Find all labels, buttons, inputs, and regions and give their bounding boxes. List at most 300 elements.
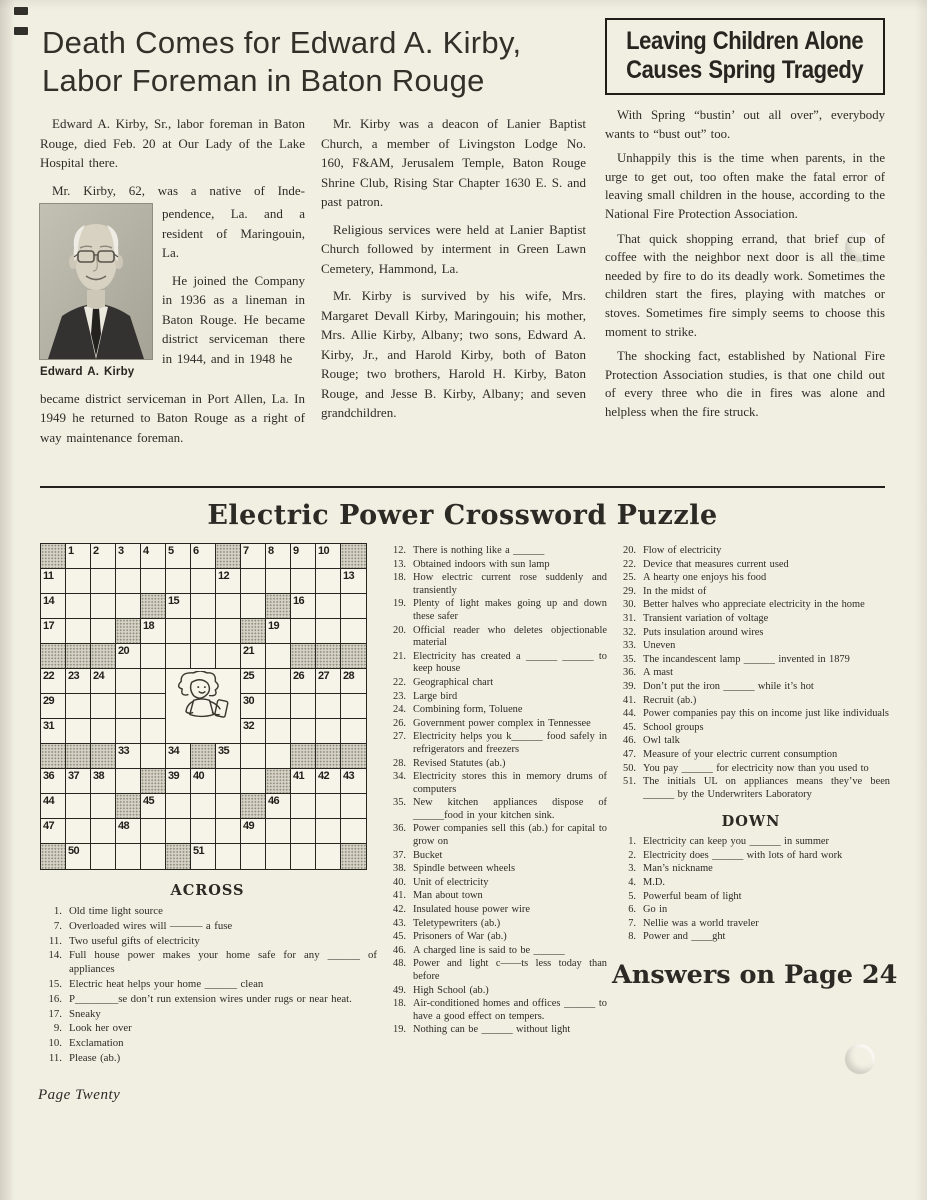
clue-text: Powerful beam of light [643,890,742,902]
crossword-cell [241,844,266,869]
crossword-cell-number: 33 [118,745,130,757]
clue-number: 1. [628,836,636,848]
clue-item [612,931,890,944]
crossword-cell [291,819,316,844]
crossword-cell [191,644,216,669]
crossword-section [40,543,898,1067]
clue-number: 18. [393,998,406,1010]
crossword-cell-number: 2 [93,545,99,557]
clue-text: Electric heat helps your home ______ clean [69,977,264,990]
clue-item [382,850,607,863]
obituary-column-2 [321,114,586,455]
clue-item [612,749,890,762]
clue-number: 45. [623,721,636,733]
crossword-cell-number: 26 [293,670,305,682]
crossword-cell [91,844,116,869]
clue-text: Revised Statutes (ab.) [413,757,506,769]
crossword-cell [91,544,116,569]
crossword-cell [191,594,216,619]
page-footer: Page Twenty [38,1087,121,1103]
crossword-cell [241,569,266,594]
crossword-cell-number: 43 [343,770,355,782]
crossword-cell [116,569,141,594]
clue-item [382,677,607,690]
crossword-cell-number: 21 [243,645,255,657]
crossword-block-cell [141,594,166,619]
clue-number: 47. [623,748,636,760]
clue-text: Nothing can be ______ without light [413,1024,571,1036]
clue-item [382,998,607,1023]
clue-text: Man’s nickname [643,863,713,875]
clue-number: 4. [628,877,636,889]
clue-item [612,891,890,904]
crossword-cell [41,594,66,619]
crossword-cell [141,719,166,744]
crossword-cell [341,819,366,844]
crossword-cell [91,794,116,819]
crossword-cell [91,694,116,719]
clue-text: A hearty one enjoys his food [643,572,767,584]
crossword-block-cell [141,769,166,794]
clue-text: Two useful gifts of electricity [69,934,200,947]
crossword-cell [341,769,366,794]
clue-text: Government power complex in Tennessee [413,717,591,729]
crossword-cell [316,719,341,744]
clue-text: Please (ab.) [69,1051,121,1064]
crossword-block-cell [41,544,66,569]
crossword-cell [116,844,141,869]
clue-item [612,836,890,849]
crossword-cell [166,594,191,619]
clue-item [382,863,607,876]
clue-item [612,586,890,599]
clue-number: 20. [623,545,636,556]
clue-number: 42. [393,904,406,916]
clue-text: Measure of your electric current consumption [643,748,838,760]
clue-number: 35. [393,797,406,809]
crossword-cell [241,669,266,694]
crossword-cell [241,744,266,769]
crossword-cell [266,694,291,719]
crossword-cell-number: 49 [243,820,255,832]
crossword-cell [41,569,66,594]
crossword-cell [166,619,191,644]
clue-item [382,823,607,848]
crossword-cell [191,769,216,794]
clue-text: Device that measures current used [643,558,789,570]
clue-number: 41. [393,890,406,902]
crossword-grid [40,543,367,870]
crossword-cell [241,819,266,844]
clue-text: Large bird [413,690,458,702]
clue-number: 40. [393,876,406,888]
crossword-cell [291,694,316,719]
clue-number: 29. [623,585,636,597]
clue-text: Power and ____ght [643,931,726,943]
clue-text: School groups [643,721,704,733]
clue-text: A charged line is said to be ______ [413,944,565,956]
crossword-cell-number: 38 [93,770,105,782]
crossword-cell [341,669,366,694]
clue-text: Unit of electricity [413,876,489,888]
crossword-cell-number: 29 [43,695,55,707]
clue-item [612,667,890,680]
crossword-title: Electric Power Crossword Puzzle [207,500,718,531]
crossword-cell [191,569,216,594]
clue-item [612,877,890,890]
crossword-cell-number: 44 [43,795,55,807]
crossword-cell-number: 3 [118,545,124,557]
clue-number: 19. [393,598,406,610]
crossword-cell [116,544,141,569]
down-clue-list [612,836,890,944]
crossword-cell-number: 39 [168,770,180,782]
clue-number: 32. [623,626,636,638]
clue-number: 36. [623,667,636,679]
crossword-cell [141,844,166,869]
crossword-cell [266,569,291,594]
crossword-cell [66,619,91,644]
clue-item [382,559,607,572]
safety-paragraph: Unhappily this is the time when parents, in the urge to get out, too often make the fatal error of leaving small children in the house, according to the National Fire Protection Association. [605,151,885,221]
crossword-cell [291,719,316,744]
crossword-cell-number: 1 [68,545,74,557]
clue-text: Teletypewriters (ab.) [413,917,501,929]
crossword-cell [91,769,116,794]
scanned-page [40,18,898,1067]
crossword-cell [41,669,66,694]
clue-number: 22. [393,676,406,688]
clue-number: 15. [48,977,62,990]
crossword-cell-number: 50 [68,845,80,857]
safety-paragraph: The shocking fact, established by National Fire Protection Association studies, is that one child out of every three who die in fires was alone and helpless when the fire struck. [605,349,885,419]
crossword-cell [141,619,166,644]
crossword-cell [241,769,266,794]
clue-item [382,985,607,998]
clue-item [612,640,890,653]
clue-number: 51. [623,776,636,788]
right-clue-column [612,543,898,1067]
crossword-block-cell [316,744,341,769]
crossword-cell [316,544,341,569]
clue-item [382,931,607,944]
crossword-block-cell [341,744,366,769]
crossword-cell [41,694,66,719]
crossword-cell-number: 30 [243,695,255,707]
clue-number: 37. [393,849,406,861]
clue-text: Don’t put the iron ______ while it’s hot [643,680,814,692]
clue-item [382,758,607,771]
obituary-paragraph: Edward A. Kirby, Sr., labor foreman in Baton Rouge, died Feb. 20 at Our Lady of the Lake Hospital there. [40,116,305,170]
crossword-cell [266,544,291,569]
crossword-cell [91,569,116,594]
crossword-cell [291,594,316,619]
clue-item [40,1052,377,1066]
crossword-cell [166,769,191,794]
clue-number: 23. [393,690,406,702]
clue-item [40,905,377,919]
crossword-cell-number: 45 [143,795,155,807]
clue-text: M.D. [643,877,665,889]
crossword-cell [41,769,66,794]
headline-line: Causes Spring Tragedy [626,56,864,84]
clue-item [612,722,890,735]
crossword-cell [91,819,116,844]
clue-number: 11. [48,934,62,947]
clue-item [382,1024,607,1037]
clue-item [612,572,890,585]
crossword-cell [41,619,66,644]
right-clue-list [612,545,890,801]
obituary-paragraph: Mr. Kirby, 62, was a native of Inde- [52,182,305,198]
crossword-cell [116,694,141,719]
crossword-cell [291,669,316,694]
crossword-cell [316,569,341,594]
crossword-cell-number: 24 [93,670,105,682]
crossword-cell [216,844,241,869]
registration-mark [14,7,28,15]
crossword-cell [241,544,266,569]
crossword-cell-number: 51 [193,845,205,857]
clue-text: New kitchen appliances dispose of ______food in your kitchen sink. [413,797,607,821]
crossword-cell [266,719,291,744]
crossword-cell-number: 9 [293,545,299,557]
crossword-cartoon [166,669,241,744]
clue-item [382,545,607,558]
clue-text: Power companies sell this (ab.) for capital to grow on [413,823,607,848]
clue-text: Look her over [69,1022,132,1035]
clue-number: 8. [628,931,636,943]
clue-number: 6. [628,904,636,916]
clue-text: Electricity helps you k______ food safely in refrigerators and freezers [413,731,607,755]
crossword-cell [191,844,216,869]
clue-text: Power and light c——ts less today than before [413,958,607,982]
crossword-block-cell [266,769,291,794]
crossword-cell [191,819,216,844]
crossword-cell [241,644,266,669]
crossword-cell-number: 36 [43,770,55,782]
crossword-block-cell [266,594,291,619]
clue-number: 9. [53,1022,62,1035]
crossword-block-cell [66,644,91,669]
crossword-cell [166,819,191,844]
headline-line: Death Comes for Edward A. Kirby, [42,25,522,60]
safety-headline-box [605,18,885,95]
crossword-block-cell [341,844,366,869]
clue-number: 39. [623,680,636,692]
crossword-cell [91,594,116,619]
clue-item [40,1037,377,1051]
crossword-block-cell [241,619,266,644]
crossword-cell-number: 13 [343,570,355,582]
clue-item [40,949,377,977]
crossword-cell-number: 27 [318,670,330,682]
clue-text: Man about town [413,890,483,902]
crossword-cell [291,844,316,869]
clue-text: Air-conditioned homes and offices ______ to have a good effect on tempers. [413,998,607,1022]
clue-item [382,877,607,890]
crossword-cell [66,544,91,569]
clue-text: Nellie was a world traveler [643,917,759,929]
clue-text: Electricity does ______ with lots of hard work [643,849,843,861]
crossword-cell [66,694,91,719]
crossword-block-cell [41,844,66,869]
crossword-cell [66,819,91,844]
crossword-cell-number: 31 [43,720,55,732]
crossword-block-cell [291,644,316,669]
crossword-cell [141,744,166,769]
clue-item [382,890,607,903]
crossword-cell [141,819,166,844]
clue-text: Power companies pay this on income just like individuals [643,708,889,720]
crossword-cell [216,769,241,794]
obituary-paragraph: pendence, La. and a resident of Maringouin, La. [162,206,305,260]
crossword-cell-number: 23 [68,670,80,682]
clue-number: 25. [623,572,636,584]
clue-item [382,598,607,623]
crossword-cell [141,644,166,669]
clue-number: 14. [48,949,62,962]
crossword-cell-number: 11 [43,570,54,582]
clue-text: Old time light source [69,905,163,917]
portrait-photo [40,204,152,359]
obituary-paragraph: He joined the Company in 1936 as a lineman in Baton Rouge. He became district serviceman there in 1944, and in 1948 he [162,272,305,366]
crossword-cell [141,544,166,569]
clue-text: Combining form, Toluene [413,704,523,716]
clue-number: 50. [623,762,636,774]
clue-text: Better halves who appreciate electricity in the home [643,599,865,611]
portrait-caption: Edward A. Kirby [40,366,135,378]
crossword-cell [266,744,291,769]
crossword-cell [66,844,91,869]
crossword-cell [41,719,66,744]
section-divider [40,486,885,488]
crossword-cell [316,669,341,694]
crossword-cell [116,819,141,844]
clue-number: 49. [393,984,406,996]
woman-cartoon-icon [168,671,238,741]
clue-number: 28. [393,757,406,769]
clue-item [382,945,607,958]
clue-text: Official reader who deletes objectionable material [413,624,607,649]
crossword-cell [216,794,241,819]
crossword-cell [316,794,341,819]
clue-item [612,735,890,748]
clue-text: Electricity stores this in memory drums of computers [413,771,607,795]
obituary-headline [42,24,587,100]
registration-mark [14,27,28,35]
crossword-cell [341,594,366,619]
crossword-cell-number: 10 [318,545,330,557]
crossword-cell [216,819,241,844]
crossword-cell [266,644,291,669]
crossword-cell-number: 4 [143,545,149,557]
crossword-cell-number: 17 [43,620,55,632]
crossword-cell-number: 16 [293,595,305,607]
crossword-block-cell [66,744,91,769]
safety-paragraph: That quick shopping errand, that brief cup of coffee with the neighbor next door is all the time needed by fire to do its deadly work. Sometimes the children start the fires, playing with matches or stoves. Sometimes fire simply seems to choose this moment to strike. [605,231,885,339]
clue-item [382,625,607,650]
crossword-cell [316,594,341,619]
crossword-cell-number: 20 [118,645,130,657]
across-clue-list [40,905,377,1066]
clue-text: Go in [643,904,668,916]
top-section [40,18,885,478]
clue-item [382,572,607,597]
clue-text: The initials UL on appliances means they’ve been ______ by the Underwriters Laboratory [643,776,890,800]
crossword-block-cell [341,544,366,569]
safety-article [605,18,885,478]
clue-number: 10. [48,1037,62,1050]
crossword-cell [291,769,316,794]
crossword-block-cell [316,644,341,669]
crossword-cell [216,569,241,594]
crossword-cell-number: 18 [143,620,155,632]
clue-item [382,904,607,917]
crossword-block-cell [91,744,116,769]
crossword-cell [291,794,316,819]
clue-item [612,763,890,776]
clue-number: 20. [393,624,406,636]
clue-item [612,918,890,931]
clue-number: 19. [393,1024,406,1036]
clue-text: Uneven [643,640,676,652]
crossword-cell [216,644,241,669]
crossword-block-cell [291,744,316,769]
clue-number: 17. [48,1007,62,1020]
crossword-block-cell [41,644,66,669]
crossword-cell [266,794,291,819]
clue-item [612,654,890,667]
clue-number: 5. [628,890,636,902]
crossword-cell [216,619,241,644]
clue-item [382,731,607,756]
crossword-cell [266,844,291,869]
crossword-cell [241,694,266,719]
clue-number: 7. [628,917,636,929]
clue-number: 45. [393,931,406,943]
crossword-cell [191,794,216,819]
crossword-cell [316,844,341,869]
crossword-cell [166,544,191,569]
crossword-cell-number: 6 [193,545,199,557]
clue-text: Electricity can keep you ______ in summer [643,836,830,848]
clue-item [40,935,377,949]
crossword-block-cell [341,644,366,669]
clue-number: 3. [628,863,636,875]
clue-number: 22. [623,558,636,570]
clue-item [612,599,890,612]
crossword-cell [116,644,141,669]
crossword-cell [216,594,241,619]
clue-number: 21. [393,650,406,662]
clue-item [612,695,890,708]
clue-item [382,718,607,731]
crossword-cell [191,544,216,569]
crossword-cell [316,619,341,644]
clue-item [40,920,377,934]
obituary-article [40,18,587,478]
obituary-paragraph: Religious services were held at Lanier Baptist Church followed by interment in Green Lawn Cemetery, Hammond, La. [321,221,586,276]
clue-item [612,627,890,640]
crossword-cell-number: 12 [218,570,230,582]
crossword-cell [291,619,316,644]
crossword-cell-number: 15 [168,595,180,607]
clue-item [382,958,607,983]
clue-number: 2. [628,849,636,861]
crossword-cell [341,619,366,644]
clue-number: 26. [393,717,406,729]
